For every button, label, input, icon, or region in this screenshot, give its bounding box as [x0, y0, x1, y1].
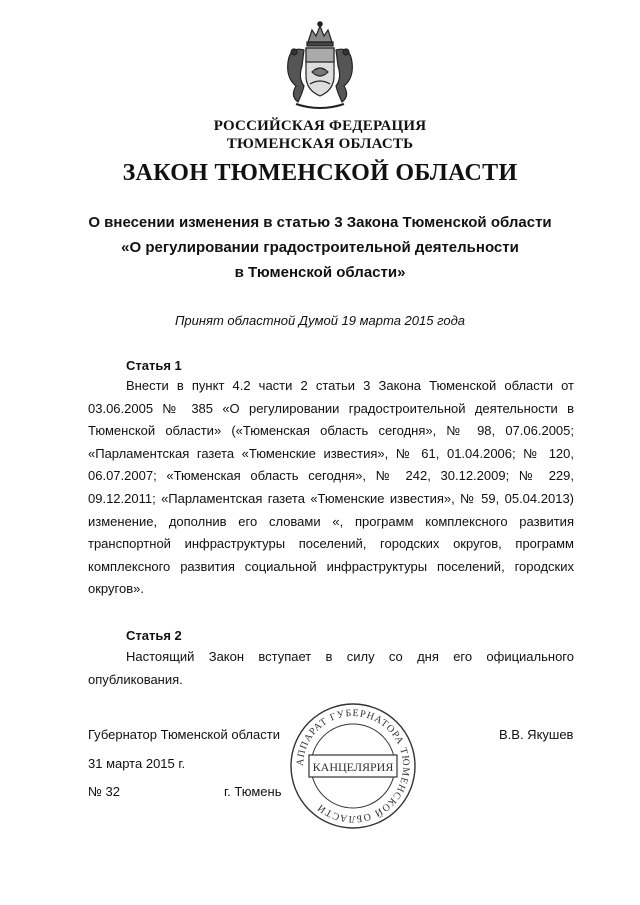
coat-of-arms-icon — [282, 20, 358, 112]
subject-line-1: О внесении изменения в статью 3 Закона Тюменской области — [88, 214, 552, 231]
federation-heading: РОССИЙСКАЯ ФЕДЕРАЦИЯ — [213, 118, 427, 134]
subject-line-2: «О регулировании градостроительной деятельности — [121, 239, 519, 256]
subject-line-3: в Тюменской области» — [234, 264, 406, 281]
article-1-text: Внести в пункт 4.2 части 2 статьи 3 Закона Тюменской области от 03.06.2005 № 385 «О регулировании градостроительной деятельности в Тюменской области» («Тюменская область сегодня», № 98, 07.06.2005; «Парламентская газета «Тюменские известия», № 61, 01.04.2006; № 120, 06.07.2007; «Тюменская область сегодня», № 242, 30.12.2009; № 229, 09.12.2011; «Парламентская газета «Тюменские известия», № 59, 05.04.2013) изменение, дополнив его словами «, программ комплексного развития транспортной инфраструктуры поселений, городских округов, программ комплексного развития социальной инфраструктуры поселений, городских округов». — [88, 378, 574, 597]
article-2-heading: Статья 2 — [126, 628, 182, 643]
article-1-heading: Статья 1 — [126, 358, 182, 373]
region-heading: ТЮМЕНСКАЯ ОБЛАСТЬ — [226, 136, 414, 152]
law-number: № 32 — [88, 784, 121, 799]
signing-city: г. Тюмень — [224, 784, 282, 799]
signing-date: 31 марта 2015 г. — [88, 756, 186, 771]
adoption-date: Принят областной Думой 19 марта 2015 года — [175, 313, 465, 328]
stamp-center-text: КАНЦЕЛЯРИЯ — [312, 760, 394, 774]
governor-position: Губернатор Тюменской области — [88, 727, 280, 742]
law-title: ЗАКОН ТЮМЕНСКОЙ ОБЛАСТИ — [122, 160, 518, 186]
official-stamp-icon — [287, 700, 419, 832]
governor-name: В.В. Якушев — [499, 727, 574, 742]
article-2-text: Настоящий Закон вступает в силу со дня его официального опубликования. — [88, 649, 574, 687]
stamp-ring-text: АППАРАТ ГУБЕРНАТОРА ТЮМЕНСКОЙ ОБЛАСТИ — [294, 707, 412, 825]
